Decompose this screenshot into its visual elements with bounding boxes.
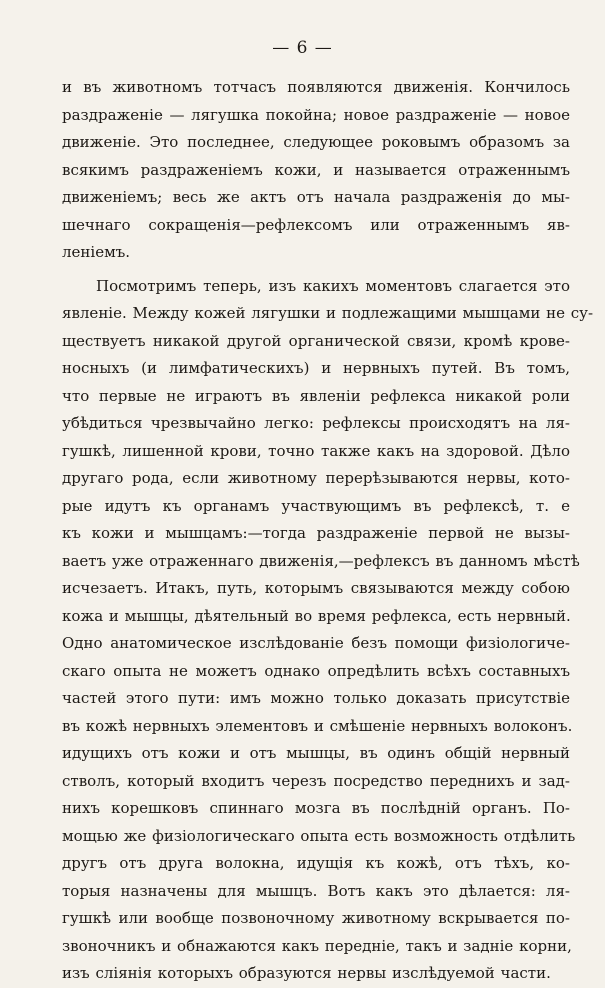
text-line: шечнаго сокращенія—рефлексомъ или отраженнымъ яв- bbox=[62, 215, 570, 234]
text-line: ваетъ уже отраженнаго движенія,—рефлексъ въ данномъ мѣстѣ bbox=[62, 551, 580, 570]
paragraph-2 bbox=[62, 273, 594, 988]
page-number: — 6 — bbox=[272, 38, 333, 58]
text-line: мощью же физіологическаго опыта есть возможность отдѣлить bbox=[62, 826, 576, 845]
text-line: изъ слiянія которыхъ образуются нервы изслѣдуемой части. bbox=[62, 964, 551, 982]
text-line: другаго рода, если животному перерѣзываются нервы, кото- bbox=[62, 469, 570, 487]
text-line: ществуетъ никакой другой органической связи, кромѣ крове- bbox=[62, 331, 570, 350]
text-line: другъ отъ друга волокна, идущія къ кожѣ, отъ тѣхъ, ко- bbox=[62, 854, 570, 872]
body-text bbox=[62, 74, 594, 988]
text-line: носныхъ (и лимфатическихъ) и нервныхъ путей. Въ томъ, bbox=[62, 359, 570, 377]
text-line: движеніе. Это последнее, следующее роковымъ образомъ за bbox=[62, 133, 570, 151]
text-line: къ кожи и мышцамъ:—тогда раздраженіе первой не вызы- bbox=[62, 524, 570, 542]
text-line: убѣдиться чрезвычайно легко: рефлексы происходятъ на ля- bbox=[62, 414, 570, 432]
text-line: всякимъ раздраженіемъ кожи, и называется отраженнымъ bbox=[62, 160, 570, 179]
paragraph-1 bbox=[62, 74, 570, 267]
text-line: что первые не играютъ въ явленіи рефлекса никакой роли bbox=[62, 386, 570, 405]
text-line: и въ животномъ тотчасъ появляются движенія. Кончилось bbox=[62, 78, 570, 96]
text-line: гушкѣ, лишенной крови, точно также какъ на здоровой. Дѣло bbox=[62, 441, 570, 460]
text-line: частей этого пути: имъ можно только доказать присутствіе bbox=[62, 689, 570, 707]
text-line: кожа и мышцы, дѣятельный во время рефлекса, есть нервный. bbox=[62, 606, 571, 625]
text-line: идущихъ отъ кожи и отъ мышцы, въ одинъ общій нервный bbox=[62, 744, 570, 762]
text-line: торыя назначены для мышцъ. Вотъ какъ это дѣлается: ля- bbox=[62, 881, 570, 900]
text-line: въ кожѣ нервныхъ элементовъ и смѣшеніе нервныхъ волоконъ. bbox=[62, 716, 573, 735]
text-line: раздраженіе — лягушка покойна; новое раздраженіе — новое bbox=[62, 105, 570, 124]
text-line: Посмотримъ теперь, изъ какихъ моментовъ слагается это bbox=[96, 276, 570, 295]
text-line: нихъ корешковъ спиннаго мозга въ послѣдній органъ. По- bbox=[62, 799, 570, 817]
text-line: Одно анатомическое изслѣдованіе безъ помощи физіологиче- bbox=[62, 634, 570, 652]
text-line: движеніемъ; весь же актъ отъ начала раздраженія до мы- bbox=[62, 188, 570, 206]
text-line: скаго опыта не можетъ однако опредѣлить всѣхъ составныхъ bbox=[62, 661, 570, 680]
text-line: рые идутъ къ органамъ участвующимъ въ рефлексѣ, т. е bbox=[62, 496, 570, 515]
text-line: леніемъ. bbox=[62, 243, 131, 261]
text-line: гушкѣ или вообще позвоночному животному вскрывается по- bbox=[62, 909, 570, 927]
text-line: звоночникъ и обнажаются какъ передніе, такъ и задніе корни, bbox=[62, 936, 572, 955]
text-line: исчезаетъ. Итакъ, путь, которымъ связываются между собою bbox=[62, 579, 570, 597]
text-line: стволъ, который входитъ черезъ посредство переднихъ и зад- bbox=[62, 771, 570, 790]
text-line: явленіе. Между кожей лягушки и подлежащими мышцами не су- bbox=[62, 304, 594, 322]
